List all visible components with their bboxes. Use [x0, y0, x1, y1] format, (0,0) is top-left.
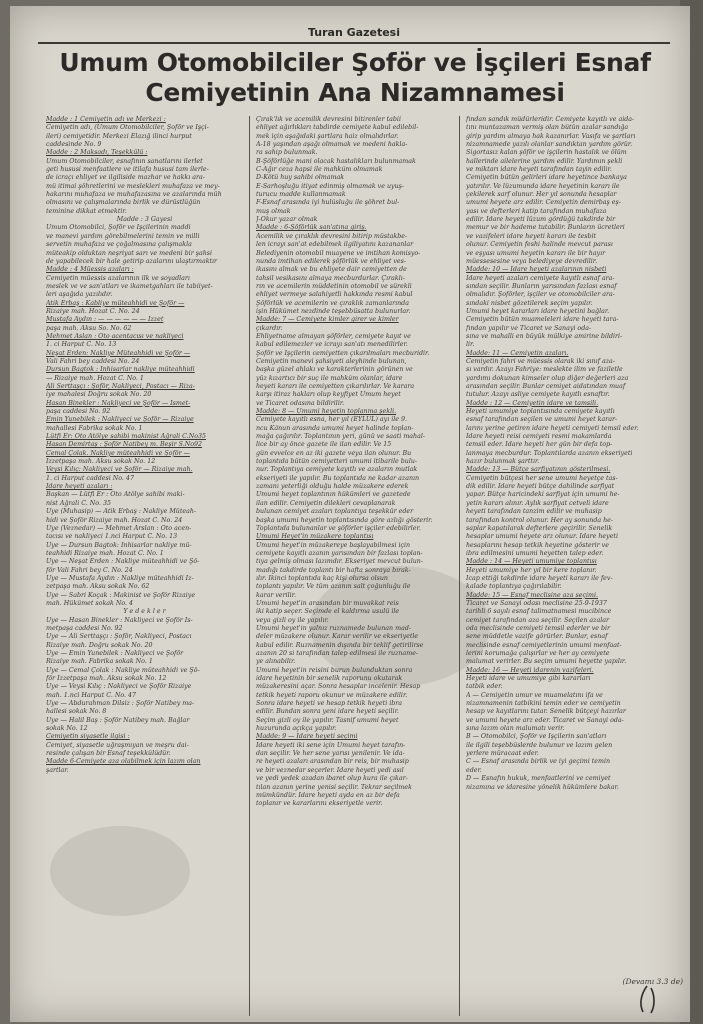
article-line: Üye (Muhasip) — Atik Erbaş : Nakliye Müteah- — [46, 508, 197, 516]
article-line: geti hususi menfaatlere ve itilafa hususi tam ilerle- — [46, 166, 209, 174]
article-line: Mustafa Aydın : — — — — — — İzzet — [46, 316, 164, 324]
article-line: veya gizli oy ile yapılır. — [256, 616, 329, 624]
article-line: tılan azanın yerine yenisi seçilir. Tekrar seçilmek — [256, 783, 412, 791]
article-line: tını muntazaman vermiş olan bütün azalar sandığa — [466, 124, 629, 132]
article-line: Heyeti umumiye her yıl bir kere toplanır. — [466, 566, 597, 574]
article-line: İcap ettiği takdirde idare heyeti kararı ile fev- — [466, 574, 613, 582]
article-line: Madde: 15 — Esnaf meclisine aza seçimi. — [466, 591, 598, 599]
article-line: Madde : 14 — Heyeti umumiye toplantısı — [466, 558, 597, 566]
article-line: tarihli 6 sayılı esnaf talimatnamesi mucibince — [466, 608, 612, 616]
article-line: B — Otomobilci, Şoför ve İşçilerin san'atları — [466, 733, 607, 741]
article-line: Üye — Halil Baş : Şoför Natibey mah. Bağlar — [46, 716, 190, 724]
article-line: muş olmak — [256, 207, 291, 215]
article-line: ve vazifeleri idare heyeti kararı ile tesbit — [466, 232, 597, 240]
article-line: olunur. Cemiyetin feshi halinde mevcut parası — [466, 241, 613, 249]
article-line: Madde : 12 — Cemiyetin idare ve tamsili. — [466, 399, 599, 407]
article-line: Cemiyetin fahri ve müessis olarak iki sınıf aza- — [466, 357, 615, 365]
article-line: F-Esnaf arasında iyi hulûsluğu ile şöhret bul- — [256, 199, 400, 207]
article-line: edilir. İdare heyeti lüzum gördüğü takdirde bir — [466, 216, 616, 224]
article-line: memur ve bir hademe tutabilir. Bunların ücretleri — [466, 224, 625, 232]
article-line: Madde : 1 Cemiyetin adı ve Merkezi : — [46, 116, 166, 123]
article-line: tetkik heyeti raporu okunur ve müzakere edilir. — [256, 691, 408, 699]
article-line: sındaki nisbet gözetilerek seçim yapılır. — [466, 299, 593, 307]
article-line: Hasan Demirtaş : Şoför Natibey m. Beşir S.No92 — [46, 441, 203, 449]
article-line: mek için aşağıdaki şartlara haiz olmalıdırlar. — [256, 132, 399, 140]
article-line: för Vali Fahri bey C. No. 24 — [46, 566, 133, 574]
article-line: müteakip olduktan neşriyat sarı ve medeni bir şahsi — [46, 249, 212, 257]
article-line: Çırak'lık ve acemilik devresini bitirenler tabii — [256, 116, 401, 123]
article-line: ve umumi heyete arz eder. Ticaret ve Sanayi oda- — [466, 716, 624, 724]
article-line: Madde: 8 — Umumi heyetin toplanma şekli. — [256, 408, 397, 416]
article-column-1 — [40, 116, 250, 1016]
article-line: idare heyetinin bir senelik raporunu okutarak — [256, 675, 403, 683]
article-line: deler müzakere olunur. Karar verilir ve ekseriyetle — [256, 633, 419, 641]
article-line: Neşat Erden: Nakliye Müteahhidi ve Şoför — — [46, 349, 191, 357]
article-line: de icraçı ehliyet ve ilgiliside mazhar ve hakkı ara- — [46, 174, 205, 182]
article-line: Lütfi Er: Oto Atölye sahibi makinist Ağrali C.No35 — [46, 433, 207, 441]
article-line: hesaplar umumi heyete arz olunur. İdare heyeti — [466, 533, 618, 541]
article-line: yası ve defterleri katip tarafından muhafaza — [466, 207, 607, 215]
article-line: Cemiyetin müessis azalarının ilk ve soyadları — [46, 274, 190, 282]
article-line: Cemiyetin manevi şahsiyeti aleyhinde bulunan, — [256, 357, 407, 365]
article-line: tarafından kontrol olunur. Her ay sonunda he- — [466, 516, 614, 524]
article-line: tacısı ve nakliyeci 1.nci Harput C. No. 13 — [46, 533, 178, 541]
article-line: Şoför ve İşçilerin cemiyetten çıkarılmaları mecburidir. — [256, 349, 430, 357]
article-line: Üye — Emin Yunebilek : Nakliyeci ve Şoför — [46, 650, 184, 657]
article-line: fından sandık müdürleridir. Cemiyete kayıtlı ve aida- — [466, 116, 635, 123]
article-line: Madde: 7 — Cemiyete kimler girer ve kimler — [256, 316, 399, 324]
article-line: sına ve mahalli en büyük mülkiye amirine bildiri- — [466, 332, 623, 340]
article-line: İzzetpaşa mah. Aksu sokak No. 12 — [46, 458, 156, 466]
article-line: bulunan cemiyet azaları toplantıya teşekkür eder — [256, 508, 414, 516]
article-line: lice bir ay önce gazete ile ilan edilir. Ve 15 — [256, 441, 392, 449]
article-line: Umumi heyet kararları idare heyetini bağlar. — [466, 307, 610, 315]
article-line: lanmaya mecburdur. Toplantılarda azanın ekseriyeti — [466, 449, 633, 457]
article-line: Üye — Mustafa Aydın : Nakliye müteahhidi İz- — [46, 574, 194, 582]
article-line: Dursun Bagtok : İnhisarlar nakliye müteahhidi — [46, 366, 195, 374]
article-line: yapar. Bütçe haricindeki sarfiyat için umumi he- — [466, 491, 620, 499]
article-line: Cemiyete kayıtlı esna, her yıl (EYLÜL) ayı ile 9. — [256, 416, 408, 424]
article-line: Atik Erbaş : Kabliye müteahhidi ve Şoför — — [46, 299, 185, 307]
article-line: karşı itiraz hakları olup keyfiyet Umum heyet — [256, 391, 401, 399]
article-line: turucu madde kullanmamak — [256, 191, 346, 199]
article-line: ikasını almak ve bu ehliyete dair cemiyetten de — [256, 266, 407, 274]
article-line: Cemiyet, siyasetle uğraşmıyan ve meşru dai- — [46, 741, 189, 749]
article-line: Umum Otomobilciler, esnafının sanatlarını ilerlet — [46, 157, 203, 165]
article-line: sından seçilir. Bunların yarısından fazlası esnaf — [466, 282, 617, 290]
article-line: Başkan — Lütfi Er : Oto Atölye sahibi maki- — [46, 491, 185, 499]
article-column-2 — [250, 116, 460, 1016]
article-line: Üye — Cemal Çolak : Nakliye müteahhidi ve Şö- — [46, 666, 200, 674]
article-line: kabul edilir. Ruznamenin dışında bir teklif getirilirse — [256, 641, 424, 649]
article-line: iki katip seçer. Seçimde el kaldırma usulü ile — [256, 608, 400, 616]
article-line: A — Cemiyetin umur ve muamelatını ifa ve — [466, 691, 603, 699]
article-line: Üye (Veznedar) — Mehmet Arslan : Oto acen- — [46, 524, 192, 532]
article-line: toplantıda bütün cemiyetteri umumi itibarile bulu- — [256, 458, 418, 466]
article-line: ibra edilmesini umumi heyetten talep eder. — [466, 549, 604, 557]
article-line: müzakeresini açar. Sonra hesaplar incelenir. Hesap — [256, 683, 421, 691]
article-line: Acemilik ve çıraklık devresini bitirip müstakbe- — [256, 232, 408, 240]
article-line: hidi ve Şoför Rizaiye mah. Hozat C. No. 24 — [46, 516, 183, 524]
article-line: sene müddetle vazife görürler. Bunlar, esnaf — [466, 633, 608, 641]
article-line: de yapabilecek bir hale getirip azalarını ulaştırmaktır — [46, 257, 218, 265]
article-line: oda meclisinde cemiyeti temsil ederler ve bir — [466, 624, 611, 632]
article-line: sına lazım olan malumatı verir. — [466, 725, 565, 733]
article-line: Üye — Neşat Erden : Nakliye müteahhidi ve Şö- — [46, 558, 200, 566]
article-line: madığı takdirde toplantı bir hafta sonraya bırak- — [256, 566, 411, 574]
article-line: ve miktarı idare heyeti tarafından tayin edilir. — [466, 166, 612, 174]
article-line: ehliyet ağırlıkları tabdirde cemiyete kabul edilebil- — [256, 124, 419, 132]
article-line: Seçim gizli oy ile yapılır. Tasnif umumi heyet — [256, 716, 399, 724]
article-line: B-Şöförlüğe mani olacak hastalıkları bulunmamak — [256, 157, 416, 165]
article-line: Cemiyetin adı, (Umum Otomobilciler, Şoför ve İşçi- — [46, 124, 209, 132]
article-line: tahsil vesikasını almaya mecburdurlar. Çıraklı- — [256, 274, 405, 282]
article-line: yerlere müracaat eder. — [466, 750, 539, 758]
article-line: kalade toplantıya çağırılabilir. — [466, 583, 562, 591]
article-line: metpaşa caddesi No. 92 — [46, 624, 123, 632]
article-line: Cemiyetin bütün gelirleri idare heyetince bankaya — [466, 174, 627, 182]
article-line: nizamına ve idaresine yönelik hükümlere bakar. — [466, 783, 619, 791]
article-line: servetin muhafaza ve çoğalmasına çalışmakla — [46, 241, 192, 249]
article-line: Rizaiye mah. Fabrika sokak No. 1 — [46, 658, 153, 666]
article-line: temsil eder. İdare heyeti her gün bir defa top- — [466, 441, 613, 449]
article-line: mahallesi Fabrika sokak No. 1 — [46, 424, 143, 432]
article-line: caddesinde No. 9 — [46, 141, 102, 149]
article-line: cemiyet tarafından aza seçilir. Seçilen azalar — [466, 616, 610, 624]
article-line: yetin kararı alınır. Aylık sarfiyat cetveli idare — [466, 499, 609, 507]
article-line: Madde : 3 Gayesi — [116, 216, 173, 224]
article-line: Madde 6-Cemiyete aza olabilmek için lazım olan — [46, 758, 201, 766]
article-line: ncu Kânun arasında umumi heyet halinde toplan- — [256, 424, 414, 432]
article-column-3 — [460, 116, 670, 1016]
article-line: zetpaşa mah. Aksu sokak No. 62 — [46, 583, 150, 591]
article-line: İdare heyeti reisi cemiyeti resmi makamlarda — [466, 433, 612, 441]
article-line: C — Esnaf arasında birlik ve iyi geçimi temin — [466, 758, 611, 766]
article-line: Üye — Veysi Kılıç : Nakliyeci ve Şoför Rizaiye — [46, 683, 192, 691]
headline-line-1: Umum Otomobilciler Şoför ve İşçileri Esnaf — [59, 48, 651, 77]
article-line: rın ve acemilerin müddetinin otomobil ve sürekli — [256, 282, 412, 290]
article-line: Madde: 10 — İdare heyeti azalarının nisbeti — [466, 266, 607, 274]
article-line: meslek ve ve san'atları ve ikametgahları ile tabiiyet- — [46, 282, 213, 290]
article-line: len icrayı san'at edebilmek ilgiliyatını kazananlar — [256, 241, 414, 249]
article-line: Umumi heyet'in yalnız ruznamede bulunan mad- — [256, 624, 411, 632]
article-line: karar verilir. — [256, 591, 297, 599]
article-line: çekilerek sarf olunur. Her yıl sonunda hesaplar — [466, 191, 617, 199]
article-line: leri aşağıda yazılıdır. — [46, 291, 113, 299]
article-line: olmalıdır. Şoförler, işçiler ve otomobilciler ara- — [466, 291, 615, 299]
article-line: Üye — Ali Serttaşçı : Şoför, Nakliyeci, Postacı — [46, 633, 192, 641]
article-line: Y e d e k l e r — [123, 608, 166, 616]
article-line: Heyeti umumiye toplantısında cemiyete kayıtlı — [466, 408, 615, 416]
article-line: Hasan Binekler : Nakliyeci ve Şoför — İsmet- — [46, 399, 191, 407]
article-line: tatbik eder. — [466, 683, 503, 691]
article-line: Madde: 11 — Cemiyetin azaları. — [466, 349, 569, 357]
article-line: çıkardır. — [256, 324, 283, 332]
article-line: Mehmet Aslan : Oto acentacısı ve nakliyeci — [46, 332, 184, 340]
article-line: A-18 yaşından aşağı olmamak ve medeni hakla- — [256, 141, 408, 149]
article-line: Madde : 2 Maksadı, Teşekkülü : — [46, 149, 148, 157]
article-line: lerini korumağa çalışırlar ve her ay cemiyete — [466, 650, 610, 657]
article-line: Cemiyetin bütün muameleleri idare heyeti tara- — [466, 316, 619, 324]
article-line: yüz kızartıcı bir suç ile mahkûm olanlar, idare — [256, 374, 403, 382]
handwritten-mark — [633, 982, 663, 1016]
masthead-rule — [38, 42, 670, 44]
article-line: hazır bulunmak şarttır. — [466, 458, 540, 466]
article-line: teahhidi Rizaiye mah. Hozat C. No. 1 — [46, 549, 164, 557]
article-line: tıya gelmiş olması lazımdır. Ekseriyet mevcut bulun- — [256, 558, 423, 566]
article-line: resinde çalışan bir Esnaf teşekkülüdür. — [46, 750, 171, 758]
article-line: lir. — [466, 341, 475, 349]
article-line: mü itimai şöhretlerini ve meslekleri muhafaza ve mey- — [46, 182, 220, 190]
article-line: başka umumi heyetin toplantısında göre azlığı gösterir. — [256, 516, 433, 524]
article-line: başka güzel ahlakı ve karakterlerinin görünen ve — [256, 366, 413, 374]
article-line: ehliyet vermeye salahiyetli hakkında resmi kabul — [256, 291, 413, 299]
headline-line-2: Cemiyetinin Ana Nizamnamesi — [145, 78, 565, 107]
article-line: hesaplarını hesap tetkik heyetine gösterir ve — [466, 541, 609, 549]
article-line: nur. Toplantıya cemiyete kayıtlı ve azaların mutlak — [256, 466, 418, 474]
article-line: cemiyete kayıtlı azanın yarısından bir fazlası toplan- — [256, 549, 423, 557]
article-line: Sonra idare heyeti ve hesap tetkik heyeti ibra — [256, 700, 403, 708]
article-line: gün evvelce en az iki gazete veya ilan olunur. Bu — [256, 449, 412, 457]
article-line: Umumi heyet'in reisini burun bulunduktan sonra — [256, 666, 413, 674]
continued-note: (Devamı 3.3 de) — [622, 977, 683, 986]
article-line: Umumi heyet'in müzakereye başlayabilmesi için — [256, 541, 411, 549]
article-line: Şöförlük ve acemilerin ve çıraklık zamanlarında — [256, 299, 409, 307]
article-line: Madde: 9 — İdare heyeti seçimi — [256, 733, 358, 741]
article-line: Ehliyetname almayan şöförler, cemiyete kayıt ve — [256, 332, 411, 340]
article-line: teminine dikkat etmektir. — [46, 207, 127, 215]
article-line: eder. — [466, 766, 482, 774]
article-line: ilan edilir. Cemiyetin dilekleri cevaplanarak — [256, 499, 396, 507]
article-line: malumat verirler. Bu seçim umumi heyette yapılır. — [466, 658, 627, 666]
article-line: sı vardır. Azayı Fahriye: meslekte ilim ve faziletle — [466, 366, 623, 374]
article-line: dan seçilir. Ve her sene yarısı yenilenir. Ve ida- — [256, 750, 405, 758]
article-line: mah. Hükümet sokak No. 4 — [46, 599, 134, 607]
article-line: ileri) cemiyetidir. Merkezi Elazığ ilinci hurput — [46, 132, 192, 140]
article-line: saplar kapatılarak defterlere geçirilir. Senelik — [466, 524, 613, 532]
article-line: Belediyenin otomobil muayene ve imtihan komisyo- — [256, 249, 421, 257]
article-line: edilir. Bundan sonra yeni idare heyeti seçilir. — [256, 708, 399, 716]
article-line: Cemal Çolak. Nakliye müteahhidi ve Şoför — — [46, 449, 190, 457]
article-line: Üye — Hasan Binekler : Nakliyeci ve Şoför İs- — [46, 616, 193, 624]
article-line: esnaf tarafından seçilen ve umumi heyet karar- — [466, 416, 618, 424]
article-line: Toplantıda bulunanlar ve şöförler işçiler edebilirler. — [256, 524, 421, 532]
article-line: Cemiyetin siyasetle ilgisi : — [46, 733, 130, 741]
article-line: yatırılır. Ve lüzumunda idare heyetinin kararı ile — [466, 182, 620, 190]
article-line: nist Ağrali C. No. 35 — [46, 499, 112, 507]
article-line: zamanı yeterliği olduğu halde müzakere ederek — [256, 483, 409, 491]
article-line: paşa mah. Aksu So. No. 62 — [46, 324, 132, 332]
article-line: toplanır ve kararlarını ekseriyetle verir. — [256, 800, 383, 808]
article-line: girip yardım almaya hak kazanırlar. Vasıfa ve şartları — [466, 132, 636, 140]
article-line: ile ilgili teşebbüslerde bulunur ve lazım gelen — [466, 741, 613, 749]
article-line: Rizaiye mah. Doğru sokak No. 20 — [46, 641, 153, 649]
article-line: sokak No. 12 — [46, 725, 88, 733]
article-line: hesap ve kayıtlarını tutar. Senelik bütçeyi hazırlar — [466, 708, 626, 716]
article-line: Vali Fahri bey caddesi No. 24 — [46, 357, 140, 365]
article-line: hakarını muhafaza ve muhafazasına ve azalarında müh — [46, 191, 222, 199]
article-line: arasından seçilir. Bunlar cemiyet aidatından muaf — [466, 383, 626, 390]
article-line: hallesi sokak No. 8 — [46, 708, 107, 716]
article-line: Madde : 6-Şöförlük san'atına giriş. — [256, 224, 367, 232]
article-line: Madde: 16 — Heyeti idarenin vazifeleri. — [466, 666, 594, 674]
article-line: Sigortasız kalan şöför ve işçilerin hastalık ve ölüm — [466, 149, 627, 157]
article-line: Umumi heyet'in arasından bir muvakkat reis — [256, 599, 399, 607]
article-line: müessesesine veya belediyeye devredilir. — [466, 257, 598, 265]
article-line: Umum Otomobilci, Şoför ve İşçilerinin maddi — [46, 224, 191, 232]
article-line: meclisinde esnaf cemiyetlerinin umumi menfaat- — [466, 641, 622, 649]
article-line: C-Ağır ceza hapsi ile mahkûm olmamak — [256, 166, 383, 174]
article-line: İdare heyeti azaları : — [46, 483, 113, 491]
article-line: dik edilir. İdare heyeti bütçe dahilinde sarfiyat — [466, 483, 615, 491]
article-line: Ali Serttaşçı : Şoför, Nakliyeci, Postacı — Riza- — [46, 383, 195, 390]
article-line: Umumi heyet toplantının hükümleri ve gazetede — [256, 491, 411, 499]
article-line: umumi heyete arz edilir. Cemiyetin demirbaş eş- — [466, 199, 621, 207]
article-line: fından yapılır ve Ticaret ve Sanayi oda- — [466, 324, 592, 332]
article-line: Üye — Sabri Koçak : Makinist ve Şoför Rizaiye — [46, 591, 196, 599]
article-line: ekseriyeti ile yapılır. Bu toplantıda ne kadar azanın — [256, 474, 420, 482]
article-line: mümkündür. İdare heyeti ayda en az bir defa — [256, 791, 400, 799]
article-line: ve Ticaret odasına bildirilir. — [256, 399, 345, 407]
article-line: mah. 1.nci Harput C. No. 47 — [46, 691, 137, 699]
article-line: huzurunda açıkça yapılır. — [256, 725, 337, 733]
article-line: nizamnamede yazılı olanlar sandıktan yardım görür. — [466, 141, 633, 149]
article-line: olmasını ve çalışmalarında birlik ve dürüstlüğün — [46, 199, 201, 207]
article-columns — [40, 116, 670, 1016]
article-line: E-Sarhoşluğu itiyat edinmiş olmamak ve uyuş- — [256, 182, 404, 190]
article-line: İdare heyeti azaları cemiyete kayıtlı esnaf ara- — [466, 274, 615, 282]
article-line: kabul edilemezler ve icrayı san'atı menedilirler. — [256, 341, 408, 349]
article-line: för İzzetpaşa mah. Aksu sokak No. 12 — [46, 675, 167, 683]
article-line: Üye — Dursun Bagtok: İnhisarlar nakliye mü- — [46, 541, 192, 549]
article-line: nunda imtihan edilerek şöförlük ve ehliyet ves- — [256, 257, 407, 265]
article-line: — Rizaiye mah. Hozat C. No. 1 — [46, 374, 144, 382]
article-line: işin Hükûmet nezdinde teşebbüsatta bulunurlar. — [256, 307, 411, 315]
article-line: İdare heyeti iki sene için Umumi heyet tarafın- — [256, 741, 406, 749]
article-line: larını yerine getiren idare heyeti cemiyeti temsil eder. — [466, 424, 639, 432]
article-line: Cemiyetin bütçesi her sene umumi heyetçe tas- — [466, 474, 618, 482]
article-line: iye mahalesi Doğru sokak No. 20 — [46, 391, 152, 399]
article-line: Madde: 13 — Bütçe sarfiyatının gösterilmesi. — [466, 466, 611, 474]
article-line: Ticaret ve Sanayi odası meclisine 25-9-1937 — [466, 599, 607, 607]
article-line: Umumi Heyet'in müzakere toplantısı — [256, 533, 374, 541]
article-line: D — Esnafın hukuk, menfaatlerini ve cemiyet — [466, 775, 611, 783]
article-line: heyeti kararı ile cemiyetten çıkarılırlar. Ve karara — [256, 383, 415, 390]
article-line: şartlar. — [46, 766, 69, 774]
article-line: ılır. İkinci toplantıda kaç kişi olursa olsun — [256, 574, 388, 582]
article-line: D-Kötü huy sahibi olmamak — [256, 174, 345, 182]
article-line: Rizaiye mah. Hozat C. No. 24 — [46, 307, 140, 315]
article-line: tutulur. Azayı asliye cemiyete kayıtlı esnaftır. — [466, 391, 610, 399]
article-line: nizamnamenin tatbikini temin eder ve cemiyetin — [466, 700, 621, 708]
article-line: Madde : 4 Müessis azaları : — [46, 266, 134, 274]
article-line: Üye — Abdurahman Dilsiz : Şoför Natibey ma- — [46, 700, 195, 708]
article-line: mağa çağırılır. Toplantının yeri, günü ve saati mahal- — [256, 433, 425, 441]
article-line: Heyeti idare ve umumiye gibi kararları — [466, 675, 591, 683]
article-line: J-Okur yazar olmak — [256, 216, 318, 224]
article-line: ve yedi yedek azadan ibaret olup kura ile çıkar- — [256, 775, 408, 783]
article-line: yardımı dokunan kimseler olup diğer değerleri aza — [466, 374, 629, 382]
masthead: Turan Gazetesi — [308, 26, 400, 39]
article-line: re heyeti azaları arasından bir reis, bir muhasip — [256, 758, 409, 766]
article-line: ve manevi yardım görebilmelerini temin ve milli — [46, 232, 200, 240]
article-line: paşa caddesi No. 92 — [46, 408, 111, 416]
article-line: ra sahip bulunmak. — [256, 149, 318, 157]
article-line: heyeti tarafından tanzim edilir ve muhasip — [466, 508, 602, 516]
article-line: 1. ci Harput C. No. 13 — [46, 341, 117, 349]
headline — [30, 48, 680, 108]
article-line: Emin Yunebilek : Nakliyeci ve Şoför — Rizaiye — [46, 416, 194, 424]
article-line: ve eşyası umumi heyetin kararı ile bir hayır — [466, 249, 606, 257]
article-line: ve bir veznedar seçerler. İdare heyeti yedi asıl — [256, 766, 404, 774]
article-line: hallerinde ailelerine yardım edilir. Yardımın şekli — [466, 157, 623, 165]
article-line: Veysi Kılıç: Nakliyeci ve Şoför — Rizaiye mah. — [46, 466, 193, 474]
article-line: toplantı yapılır. Ve tüm azanın salt çoğunluğu ile — [256, 583, 411, 591]
article-line: 1. ci Harput caddesi No. 47 — [46, 474, 134, 482]
article-line: ye alınabilir. — [256, 658, 296, 666]
article-line: azanın 20 si tarafından talep edilmesi ile ruzname- — [256, 650, 419, 657]
